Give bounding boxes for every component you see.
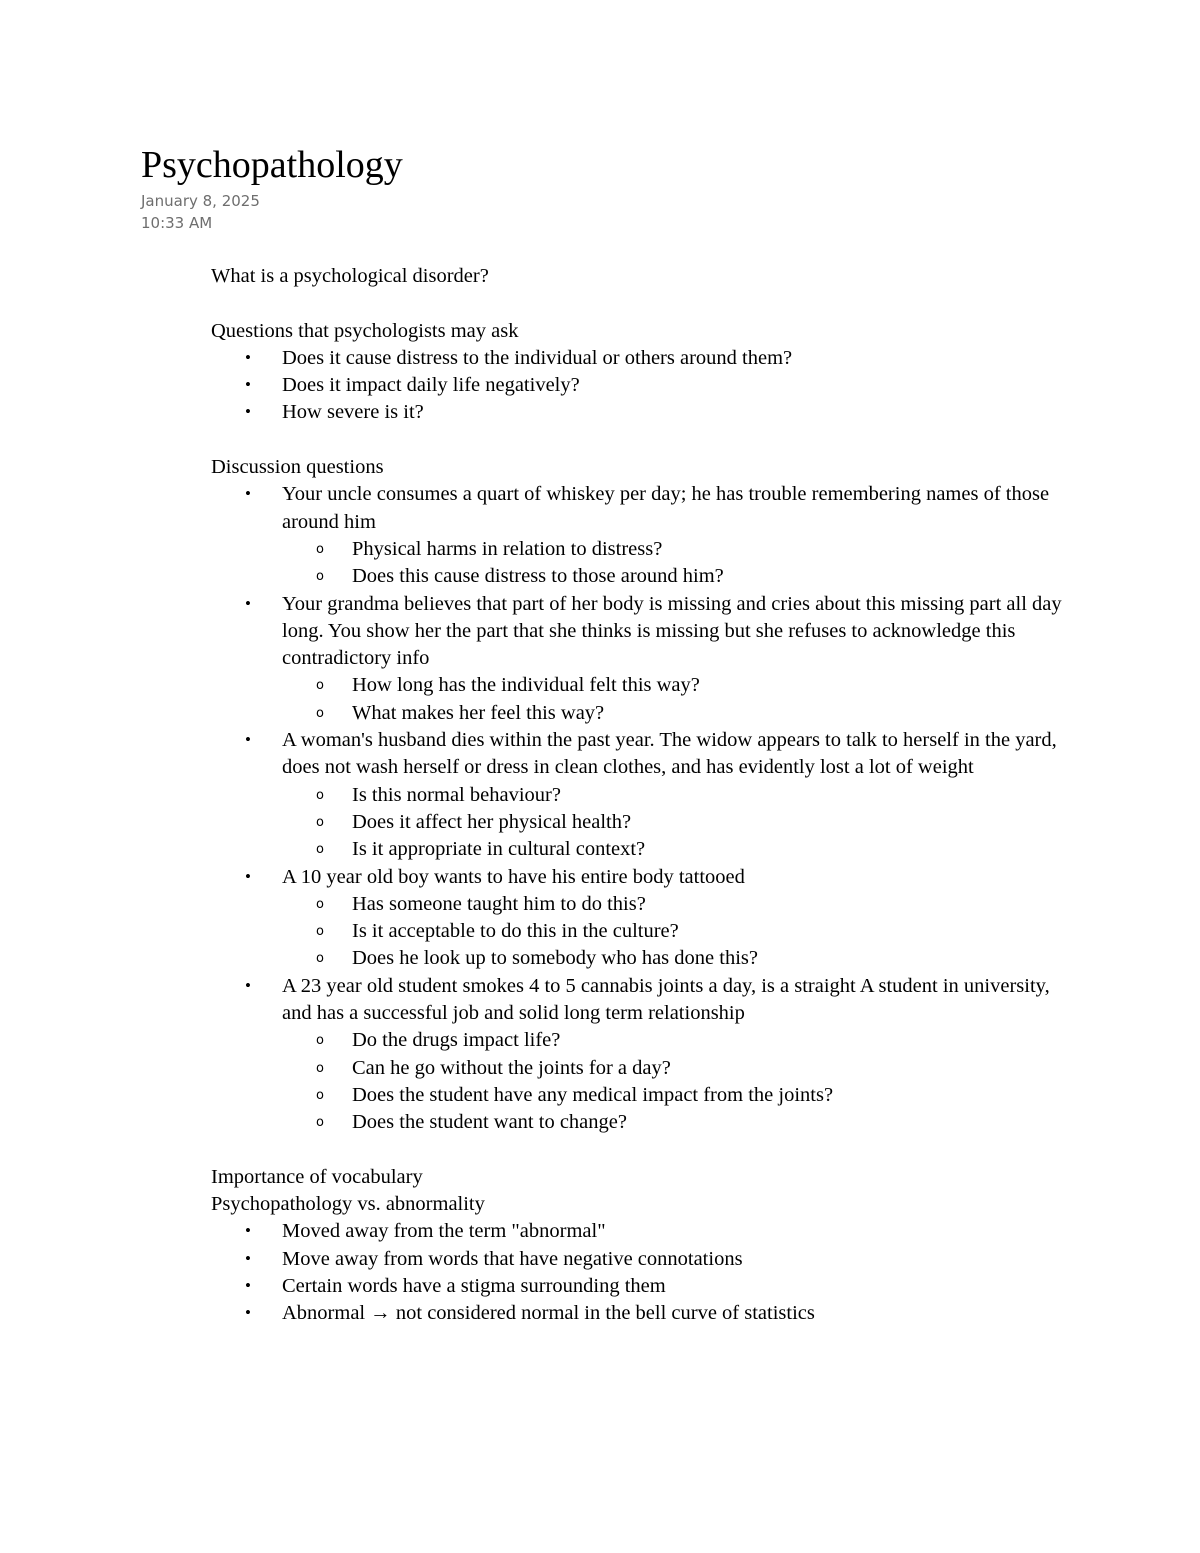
note-date: January 8, 2025 (141, 192, 260, 210)
sub-list (211, 782, 1071, 864)
section-subheading: Psychopathology vs. abnormality (211, 1193, 485, 1216)
note-body (211, 263, 1071, 1328)
hollow-bullet-icon: o (316, 814, 324, 830)
sub-list-item (282, 945, 1071, 972)
discussion-questions-list (211, 481, 1071, 1136)
bullet-icon: • (245, 1221, 251, 1241)
sub-list-item (282, 1082, 1071, 1109)
sub-list (211, 891, 1071, 973)
sub-list-item (282, 1027, 1071, 1054)
list-item-text: Moved away from the term "abnormal" (282, 1220, 606, 1243)
hollow-bullet-icon: o (316, 705, 324, 721)
sub-list-item-text: Has someone taught him to do this? (352, 892, 646, 915)
psychologist-questions-list (211, 345, 1071, 427)
hollow-bullet-icon: o (316, 1087, 324, 1103)
hollow-bullet-icon: o (316, 678, 324, 694)
hollow-bullet-icon: o (316, 541, 324, 557)
sub-list-item-text: Is it acceptable to do this in the culture? (352, 920, 679, 943)
list-item (211, 372, 1071, 399)
sub-list (211, 1027, 1071, 1136)
hollow-bullet-icon: o (316, 1033, 324, 1049)
list-item-text: A 10 year old boy wants to have his entire body tattooed (282, 865, 745, 888)
list-item-text: A woman's husband dies within the past year. The widow appears to talk to herself in the yard, does not wash herself or dress in clean clothes, and has evidently lost a lot of weight (282, 729, 1057, 779)
hollow-bullet-icon: o (316, 896, 324, 912)
section-heading-vocabulary: Importance of vocabulary (211, 1165, 423, 1188)
hollow-bullet-icon: o (316, 1060, 324, 1076)
sub-list-item-text: Does the student want to change? (352, 1111, 627, 1134)
hollow-bullet-icon: o (316, 1115, 324, 1131)
list-item-text: Your grandma believes that part of her body is missing and cries about this missing part all day long. You show her the part that she thinks is missing but she refuses to acknowledge this contradictory info (282, 592, 1062, 670)
list-item-text: A 23 year old student smokes 4 to 5 cannabis joints a day, is a straight A student in university, and has a successful job and solid long term relationship (282, 974, 1050, 1025)
list-item-text: How severe is it? (282, 401, 424, 424)
sub-list-item (282, 809, 1071, 836)
sub-list-item (282, 672, 1071, 699)
list-item (211, 864, 1071, 973)
vocabulary-list (211, 1218, 1071, 1327)
hollow-bullet-icon: o (316, 951, 324, 967)
hollow-bullet-icon: o (316, 924, 324, 940)
list-item (211, 591, 1071, 727)
list-item (211, 1273, 1071, 1300)
sub-list-item (282, 1109, 1071, 1136)
section-heading-psychologists: Questions that psychologists may ask (211, 319, 519, 342)
sub-list-item-text: Do the drugs impact life? (352, 1029, 561, 1052)
hollow-bullet-icon: o (316, 842, 324, 858)
list-item (211, 481, 1071, 590)
bullet-icon: • (245, 375, 251, 395)
section-heading-discussion: Discussion questions (211, 456, 384, 479)
blank-line (211, 427, 1071, 454)
sub-list-item (282, 700, 1071, 727)
bullet-icon: • (245, 730, 251, 750)
list-item (211, 1300, 1071, 1327)
sub-list-item-text: Does the student have any medical impact from the joints? (352, 1083, 834, 1106)
list-item (211, 1246, 1071, 1273)
sub-list (211, 672, 1071, 727)
list-item (211, 399, 1071, 426)
sub-list-item-text: Does this cause distress to those around him? (352, 565, 724, 588)
sub-list-item-text: Is it appropriate in cultural context? (352, 838, 646, 861)
list-item (211, 1218, 1071, 1245)
list-item (211, 345, 1071, 372)
sub-list-item-text: Does he look up to somebody who has done this? (352, 947, 758, 970)
hollow-bullet-icon: o (316, 569, 324, 585)
sub-list-item-text: Is this normal behaviour? (352, 783, 561, 806)
sub-list-item (282, 536, 1071, 563)
blank-line (211, 1137, 1071, 1164)
bullet-icon: • (245, 347, 251, 367)
question-line: What is a psychological disorder? (211, 265, 489, 287)
sub-list-item-text: Does it affect her physical health? (352, 810, 632, 833)
list-item-text: Certain words have a stigma surrounding them (282, 1274, 666, 1297)
note-header (141, 140, 403, 234)
list-item-text: Does it cause distress to the individual or others around them? (282, 346, 793, 369)
sub-list-item (282, 563, 1071, 590)
sub-list-item-text: What makes her feel this way? (352, 701, 605, 724)
list-item (211, 973, 1071, 1137)
bullet-icon: • (245, 1275, 251, 1295)
note-time: 10:33 AM (141, 214, 213, 232)
sub-list-item-text: Can he go without the joints for a day? (352, 1056, 671, 1079)
bullet-icon: • (245, 1248, 251, 1268)
sub-list-item (282, 836, 1071, 863)
bullet-icon: • (245, 866, 251, 886)
sub-list-item-text: How long has the individual felt this way? (352, 674, 700, 697)
sub-list (211, 536, 1071, 591)
bullet-icon: • (245, 484, 251, 504)
bullet-icon: • (245, 975, 251, 995)
hollow-bullet-icon: o (316, 787, 324, 803)
list-item-text: Move away from words that have negative connotations (282, 1247, 743, 1270)
sub-list-item (282, 1055, 1071, 1082)
bullet-icon: • (245, 1303, 251, 1323)
blank-line (211, 290, 1071, 317)
page-title: Psychopathology (141, 144, 403, 186)
list-item-text: Abnormal → not considered normal in the bell curve of statistics (282, 1302, 815, 1325)
bullet-icon: • (245, 402, 251, 422)
bullet-icon: • (245, 593, 251, 613)
sub-list-item-text: Physical harms in relation to distress? (352, 537, 663, 560)
list-item-text: Does it impact daily life negatively? (282, 374, 580, 397)
sub-list-item (282, 891, 1071, 918)
sub-list-item (282, 782, 1071, 809)
sub-list-item (282, 918, 1071, 945)
list-item-text: Your uncle consumes a quart of whiskey per day; he has trouble remembering names of those around him (282, 483, 1050, 533)
list-item (211, 727, 1071, 863)
